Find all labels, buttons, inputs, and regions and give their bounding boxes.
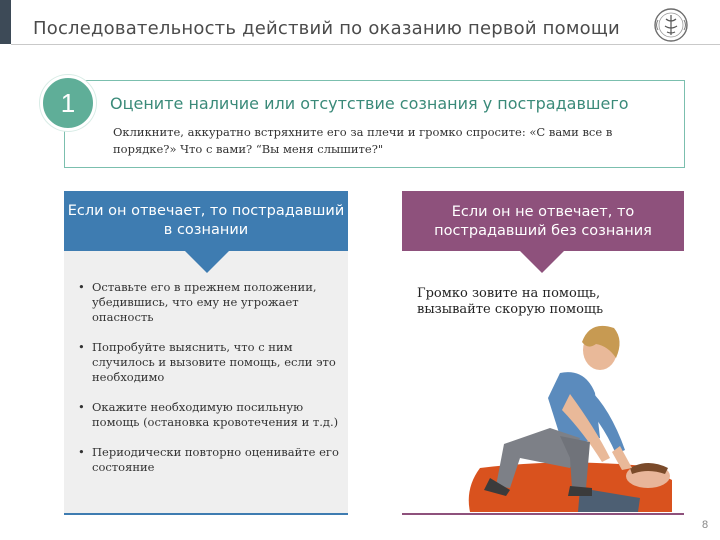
rescuer-kneeling-by-victim-image [410,318,680,512]
unconscious-panel-text: Громко зовите на помощь, вызывайте скорую помощь [417,286,604,317]
conscious-actions-list [78,280,340,490]
unconscious-panel-underline [402,513,684,515]
unconscious-panel-heading: Если он не отвечает, то пострадавший без сознания [402,191,684,251]
step-number-badge [40,75,96,131]
step-description: Окликните, аккуратно встряхните его за плечи и громко спросите: «С вами все в порядке?» Что с вами? “Вы меня слышите?" [113,125,613,156]
step-number: 1 [60,87,76,118]
title-accent-bar [0,0,11,44]
conscious-panel-underline [64,513,348,515]
list-item: • Попробуйте выяснить, что с ним случилось и вызовите помощь, если это необходимо [78,340,340,385]
page-number: 8 [702,519,709,531]
list-item: • Оставьте его в прежнем положении, убедившись, что ему не угрожает опасность [78,280,340,325]
unconscious-panel-arrow [520,251,564,273]
conscious-panel-heading: Если он отвечает, то пострадавший в сознании [64,191,348,251]
list-item: • Окажите необходимую посильную помощь (остановка кровотечения и т.д.) [78,400,340,430]
emblem-logo-icon [652,6,690,44]
conscious-panel-arrow [185,251,229,273]
title-divider [11,44,720,45]
list-item: • Периодически повторно оценивайте его состояние [78,445,340,475]
page-title: Последовательность действий по оказанию первой помощи [33,18,620,39]
step-heading: Оцените наличие или отсутствие сознания у пострадавшего [110,94,629,113]
